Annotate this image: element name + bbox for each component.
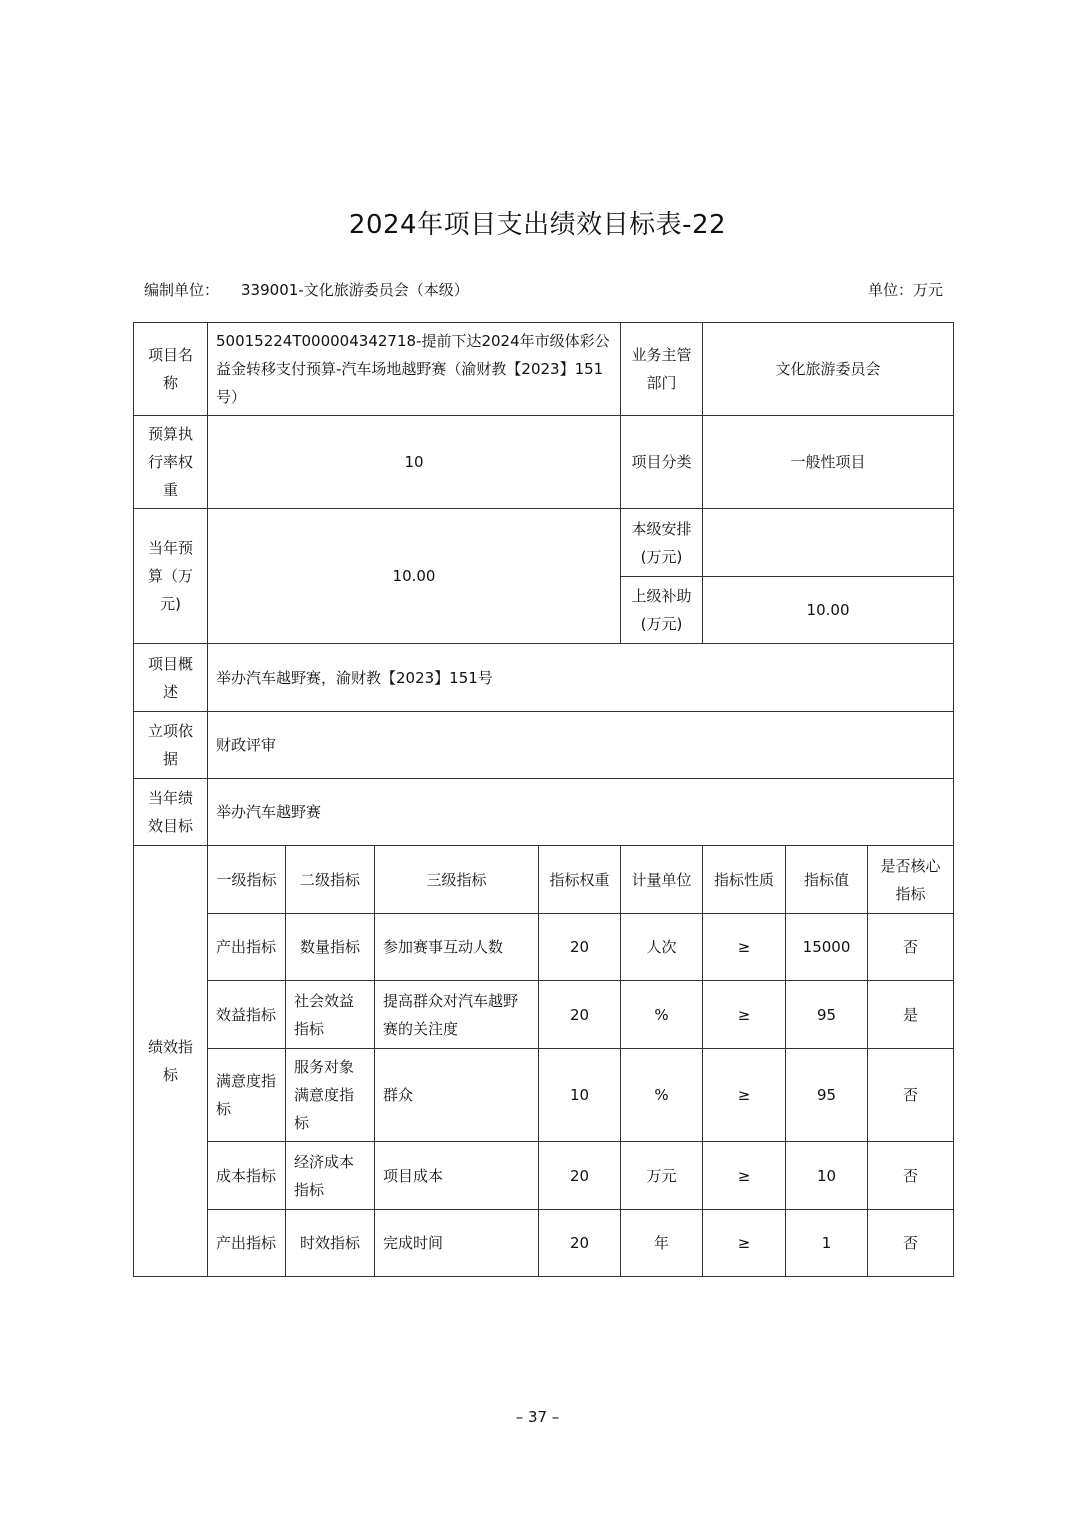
- goal-label: 当年绩效目标: [134, 779, 208, 846]
- table-row: [134, 712, 954, 779]
- overview-label: 项目概述: [134, 644, 208, 712]
- row-nature: ≥: [703, 981, 786, 1049]
- table-row: [134, 509, 954, 577]
- header-nature: 指标性质: [703, 846, 786, 914]
- compiling-unit-value: 339001-文化旅游委员会（本级）: [241, 281, 469, 299]
- superior-label: 上级补助(万元): [621, 577, 703, 644]
- row-level1: 效益指标: [208, 981, 286, 1049]
- row-level1: 满意度指标: [208, 1049, 286, 1142]
- row-level1: 成本指标: [208, 1142, 286, 1210]
- table-row: [134, 981, 954, 1049]
- row-value: 10: [786, 1142, 868, 1210]
- row-value: 1: [786, 1210, 868, 1277]
- basis-label: 立项依据: [134, 712, 208, 779]
- row-unit: 人次: [621, 914, 703, 981]
- indicator-header-row: [134, 846, 954, 914]
- goal-value: 举办汽车越野赛: [208, 779, 954, 846]
- row-value: 15000: [786, 914, 868, 981]
- row-level3: 项目成本: [375, 1142, 539, 1210]
- category-label: 项目分类: [621, 416, 703, 509]
- local-value: [703, 509, 954, 577]
- row-nature: ≥: [703, 1049, 786, 1142]
- page-number: – 37 –: [515, 1408, 560, 1426]
- table-row: [134, 644, 954, 712]
- header-weight: 指标权重: [539, 846, 621, 914]
- local-label: 本级安排(万元): [621, 509, 703, 577]
- row-weight: 20: [539, 981, 621, 1049]
- row-weight: 10: [539, 1049, 621, 1142]
- row-level3: 提高群众对汽车越野赛的关注度: [375, 981, 539, 1049]
- table-row: [134, 1142, 954, 1210]
- table-row: [134, 1210, 954, 1277]
- row-nature: ≥: [703, 1142, 786, 1210]
- compiling-unit-label: 编制单位：: [144, 281, 220, 299]
- row-value: 95: [786, 981, 868, 1049]
- category-value: 一般性项目: [703, 416, 954, 509]
- overview-value: 举办汽车越野赛，渝财教【2023】151号: [208, 644, 954, 712]
- row-core: 是: [868, 981, 954, 1049]
- header-core: 是否核心指标: [868, 846, 954, 914]
- row-level3: 群众: [375, 1049, 539, 1142]
- row-unit: %: [621, 981, 703, 1049]
- row-level3: 参加赛事互动人数: [375, 914, 539, 981]
- row-weight: 20: [539, 1142, 621, 1210]
- header-level3: 三级指标: [375, 846, 539, 914]
- row-weight: 20: [539, 1210, 621, 1277]
- row-unit: 年: [621, 1210, 703, 1277]
- dept-value: 文化旅游委员会: [703, 323, 954, 416]
- budget-value: 10.00: [208, 509, 621, 644]
- row-unit: %: [621, 1049, 703, 1142]
- table-row: [134, 1049, 954, 1142]
- row-level1: 产出指标: [208, 914, 286, 981]
- indicators-section-label: 绩效指标: [134, 846, 208, 1277]
- currency-unit: 单位：万元: [867, 281, 943, 299]
- table-row: [134, 416, 954, 509]
- exec-rate-label: 预算执行率权重: [134, 416, 208, 509]
- project-name-value: 50015224T000004342718-提前下达2024年市级体彩公益金转移支付预算-汽车场地越野赛（渝财教【2023】151号）: [208, 323, 621, 416]
- header-level2: 二级指标: [286, 846, 375, 914]
- budget-label: 当年预算（万元): [134, 509, 208, 644]
- row-nature: ≥: [703, 1210, 786, 1277]
- compiling-unit: [144, 279, 469, 300]
- header-level1: 一级指标: [208, 846, 286, 914]
- page-title: 2024年项目支出绩效目标表-22: [348, 210, 727, 240]
- exec-rate-value: 10: [208, 416, 621, 509]
- table-row: [134, 779, 954, 846]
- row-level2: 数量指标: [286, 914, 375, 981]
- row-core: 否: [868, 1142, 954, 1210]
- row-level2: 社会效益指标: [286, 981, 375, 1049]
- superior-value: 10.00: [703, 577, 954, 644]
- row-level2: 时效指标: [286, 1210, 375, 1277]
- header-unit: 计量单位: [621, 846, 703, 914]
- header-value: 指标值: [786, 846, 868, 914]
- row-level2: 经济成本指标: [286, 1142, 375, 1210]
- table-row: [134, 914, 954, 981]
- dept-label: 业务主管部门: [621, 323, 703, 416]
- row-unit: 万元: [621, 1142, 703, 1210]
- row-weight: 20: [539, 914, 621, 981]
- performance-target-table: [133, 322, 954, 1277]
- row-nature: ≥: [703, 914, 786, 981]
- row-value: 95: [786, 1049, 868, 1142]
- row-level2: 服务对象满意度指标: [286, 1049, 375, 1142]
- row-core: 否: [868, 1210, 954, 1277]
- row-level1: 产出指标: [208, 1210, 286, 1277]
- row-level3: 完成时间: [375, 1210, 539, 1277]
- row-core: 否: [868, 1049, 954, 1142]
- project-name-label: 项目名称: [134, 323, 208, 416]
- row-core: 否: [868, 914, 954, 981]
- basis-value: 财政评审: [208, 712, 954, 779]
- table-row: [134, 323, 954, 416]
